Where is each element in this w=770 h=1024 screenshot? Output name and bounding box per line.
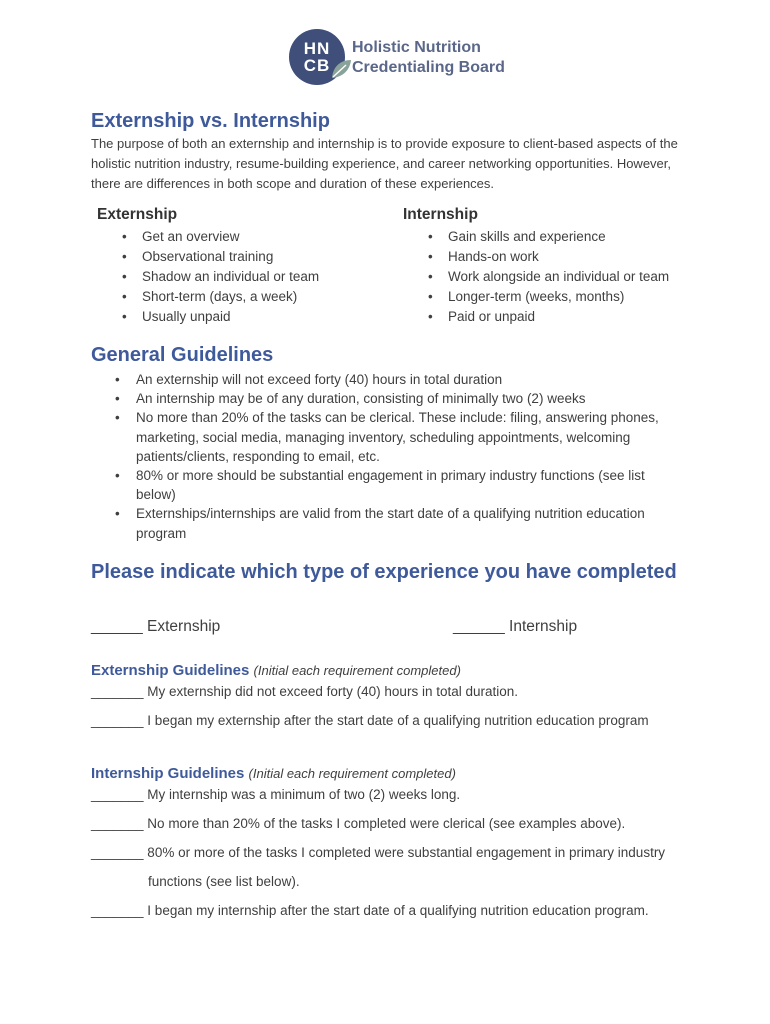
intro-paragraph: The purpose of both an externship and internship is to provide exposure to client-based aspects of the holistic nutrition industry, resume-building experience, and career networking opportunities. However, there are differences in both scope and duration of these experiences.: [91, 136, 678, 191]
general-guidelines-list: [110, 370, 670, 543]
list-item: • Shadow an individual or team: [117, 267, 319, 287]
list-item: • Paid or unpaid: [423, 307, 669, 327]
logo-initials-bottom: CB: [303, 56, 331, 75]
section-title-externship-vs-internship: Externship vs. Internship: [91, 110, 330, 132]
internship-requirement-2[interactable]: _______ No more than 20% of the tasks I completed were clerical (see examples above).: [91, 816, 626, 831]
list-item: • Gain skills and experience: [423, 227, 669, 247]
externship-column-heading: Externship: [97, 206, 178, 223]
externship-guidelines-title: Externship Guidelines: [91, 662, 250, 679]
list-item: • Externships/internships are valid from the start date of a qualifying nutrition education program: [110, 504, 670, 542]
list-item: • Short-term (days, a week): [117, 287, 319, 307]
externship-list: [117, 227, 319, 327]
internship-choice-field[interactable]: ______ Internship: [453, 618, 578, 635]
internship-guidelines-heading: [91, 764, 456, 784]
list-item: • Work alongside an individual or team: [423, 267, 669, 287]
logo-name-line2: Credentialing Board: [352, 59, 505, 76]
externship-requirement-2[interactable]: _______ I began my externship after the start date of a qualifying nutrition education program: [91, 713, 649, 728]
indicate-experience-title: Please indicate which type of experience you have completed: [91, 561, 677, 583]
internship-guidelines-title: Internship Guidelines: [91, 765, 245, 782]
internship-list: [423, 227, 669, 327]
externship-choice-field[interactable]: ______ Externship: [91, 618, 221, 635]
hncb-logo: [289, 29, 529, 89]
list-item: • 80% or more should be substantial engagement in primary industry functions (see list below): [110, 466, 670, 504]
externship-requirement-1[interactable]: _______ My externship did not exceed forty (40) hours in total duration.: [91, 684, 519, 699]
leaf-icon: [329, 57, 353, 81]
internship-guidelines-note: (Initial each requirement completed): [248, 766, 456, 781]
internship-requirement-3[interactable]: _______ 80% or more of the tasks I completed were substantial engagement in primary industry: [91, 845, 666, 860]
logo-name-line1: Holistic Nutrition: [352, 39, 481, 56]
logo-initials-top: HN: [303, 39, 331, 58]
internship-requirement-3-continuation: functions (see list below).: [148, 874, 300, 889]
list-item: • Hands-on work: [423, 247, 669, 267]
internship-requirement-1[interactable]: _______ My internship was a minimum of two (2) weeks long.: [91, 787, 461, 802]
list-item: • Usually unpaid: [117, 307, 319, 327]
logo-text: [352, 38, 505, 78]
externship-guidelines-heading: [91, 661, 461, 681]
externship-guidelines-note: (Initial each requirement completed): [253, 663, 461, 678]
list-item: • Longer-term (weeks, months): [423, 287, 669, 307]
general-guidelines-title: General Guidelines: [91, 344, 274, 366]
internship-column-heading: Internship: [403, 206, 478, 223]
list-item: • An externship will not exceed forty (40) hours in total duration: [110, 370, 670, 389]
list-item: • An internship may be of any duration, consisting of minimally two (2) weeks: [110, 389, 670, 408]
list-item: • Observational training: [117, 247, 319, 267]
list-item: • No more than 20% of the tasks can be clerical. These include: filing, answering phones, marketing, social media, managing inventory, scheduling appointments, welcoming patients/clients, responding to email, etc.: [110, 408, 670, 466]
list-item: • Get an overview: [117, 227, 319, 247]
internship-requirement-4[interactable]: _______ I began my internship after the start date of a qualifying nutrition education program.: [91, 903, 649, 918]
